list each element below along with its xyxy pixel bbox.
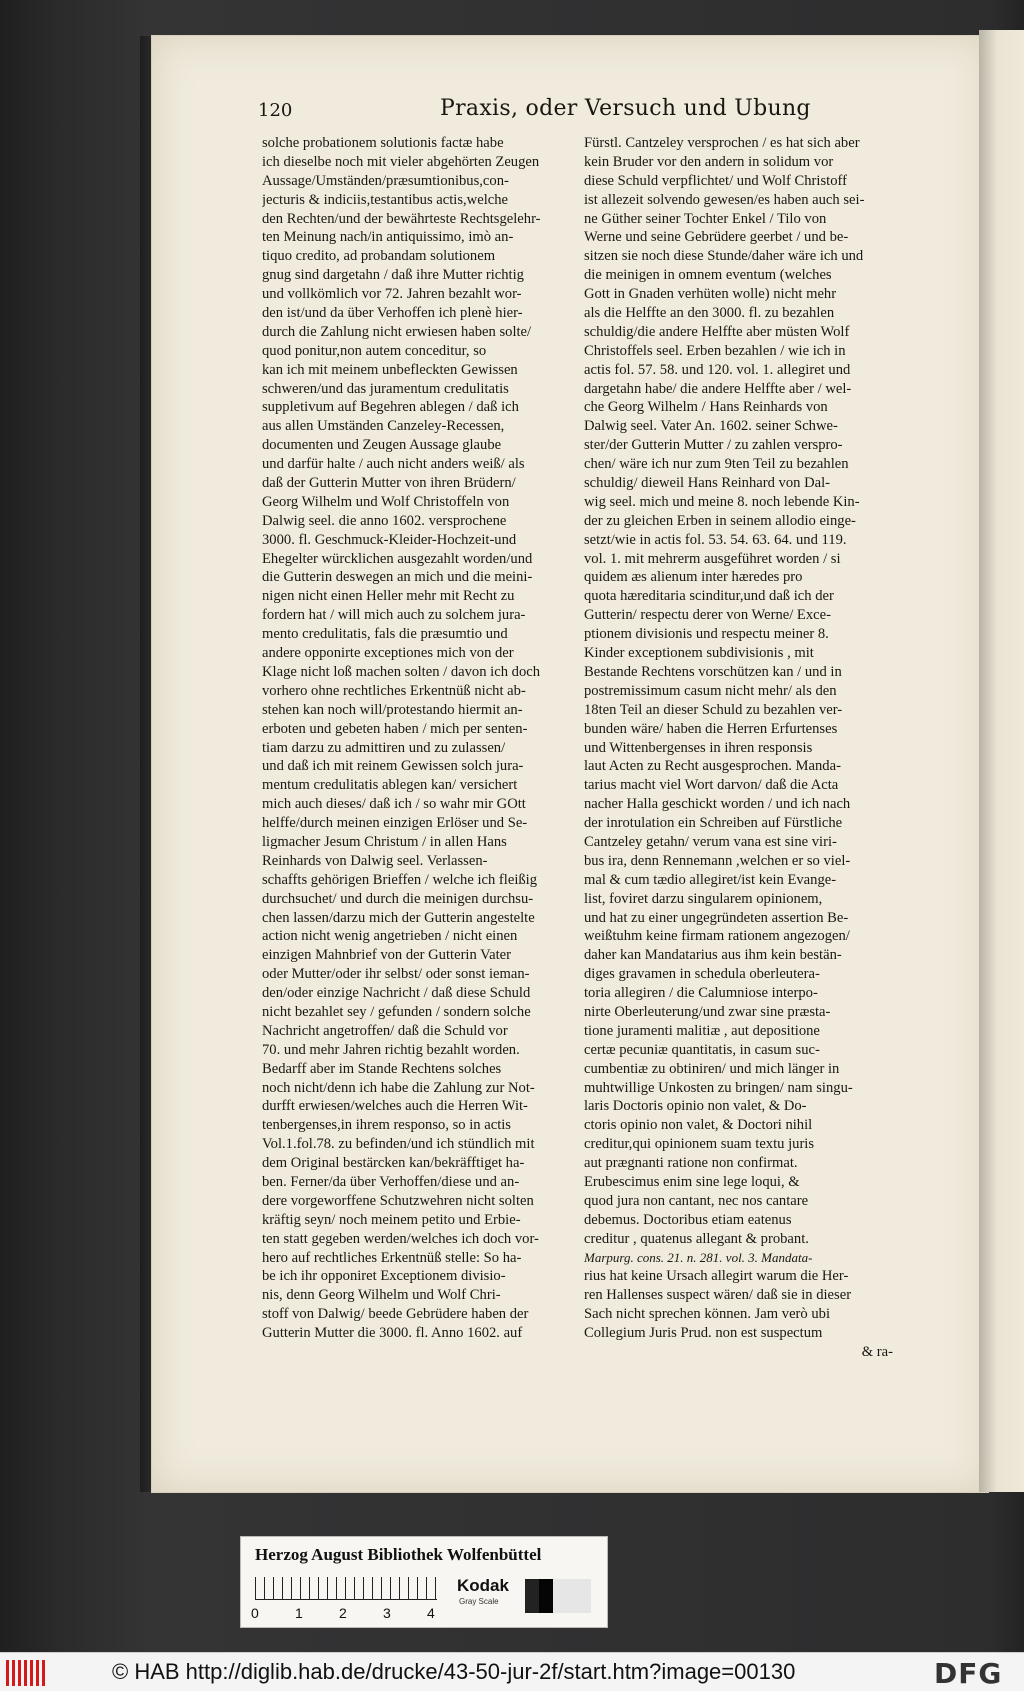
text-line: und Wittenbergenses in ihren responsis xyxy=(584,739,813,756)
text-line: Bedarff aber im Stande Rechtens solches xyxy=(262,1060,502,1077)
text-line: und daß ich mit reinem Gewissen solch jura- xyxy=(262,758,524,775)
text-line: durfft erwiesen/welches auch die Herren Wit- xyxy=(262,1098,528,1115)
text-line: chen lassen/darzu mich der Gutterin angestelte xyxy=(262,909,535,926)
text-line: nicht bezahlet sey / gefunden / sondern solche xyxy=(262,1003,531,1020)
gray-patch xyxy=(525,1579,539,1613)
text-line: stehen kan noch will/protestando hiermit an- xyxy=(262,701,523,718)
text-line: ist allezeit solvendo gewesen/es haben auch sei- xyxy=(584,191,865,208)
text-line: setzt/wie in actis fol. 53. 54. 63. 64. und 119. xyxy=(584,531,847,548)
kodak-brand: Kodak xyxy=(457,1576,509,1595)
text-line: debemus. Doctoribus etiam eatenus xyxy=(584,1211,792,1228)
text-line: und vollkömlich vor 72. Jahren bezahlt wor- xyxy=(262,286,522,303)
text-line: Fürstl. Cantzeley versprochen / es hat sich aber xyxy=(584,135,860,151)
text-line: quidem æs alienum inter hæredes pro xyxy=(584,569,803,586)
text-line: schaffts gehörigen Brieffen / welche ich fleißig xyxy=(262,871,538,888)
text-line: Sach nicht sprechen können. Jam verò ubi xyxy=(584,1306,830,1323)
text-line: suppletivum auf Begehren ablegen / daß ich xyxy=(262,399,519,416)
text-line: tenbergenses,in ihrem responso, so in actis xyxy=(262,1117,511,1134)
text-line: andere opponirte exceptiones mich von der xyxy=(262,645,514,662)
text-line: ptionem divisionis und respectu meiner 8. xyxy=(584,626,829,643)
measurement-ruler xyxy=(255,1577,437,1600)
text-line: 3000. fl. Geschmuck-Kleider-Hochzeit-und xyxy=(262,531,517,548)
hab-logo-icon xyxy=(6,1660,46,1686)
text-line: diese Schuld verpflichtet/ und Wolf Christoff xyxy=(584,172,847,189)
text-line: muhtwillige Unkosten zu bringen/ nam singu- xyxy=(584,1079,853,1096)
text-line: dere vorgeworffene Schutzwehren nicht solten xyxy=(262,1192,534,1209)
text-line: hero auf rechtliches Erkentnüß stelle: So ha- xyxy=(262,1249,522,1266)
ruler-label: 3 xyxy=(383,1605,391,1621)
text-line: toria allegiren / die Calumniose interpo- xyxy=(584,985,818,1002)
text-line: be ich ihr opponiret Exceptionem divisio- xyxy=(262,1268,506,1285)
library-name: Herzog August Bibliothek Wolfenbüttel xyxy=(255,1545,542,1564)
text-line: ten Meinung nach/in antiquissimo, imò an- xyxy=(262,229,514,246)
text-line: dem Original bestärcken kan/bekräfftiget ha- xyxy=(262,1155,525,1172)
text-line: ctoris opinio non valet, & Doctori nihil xyxy=(584,1117,813,1134)
text-line: die meinigen in omnem eventum (welches xyxy=(584,267,832,284)
text-line: und hat zu einer ungegründeten assertion Be- xyxy=(584,909,849,926)
text-line: nis, denn Georg Wilhelm und Wolf Chri- xyxy=(262,1287,501,1304)
text-line: actis fol. 57. 58. und 120. vol. 1. allegiret und xyxy=(584,361,851,378)
text-line: weißtuhm keine firmam rationem angezogen/ xyxy=(584,928,850,945)
text-line: Vol.1.fol.78. zu befinden/und ich stündlich mit xyxy=(262,1136,535,1153)
text-line: dargetahn habe/ die andere Helffte aber / wel- xyxy=(584,380,852,397)
ruler-label: 1 xyxy=(295,1605,303,1621)
text-line: rius hat keine Ursach allegirt warum die Her- xyxy=(584,1268,849,1285)
text-line: Collegium Juris Prud. non est suspectum xyxy=(584,1325,823,1342)
text-line: fordern hat / will mich auch zu solchem jura- xyxy=(262,607,526,624)
text-line: laut Acten zu Recht ausgesprochen. Manda- xyxy=(584,758,841,775)
text-line: Ehegelter würcklichen ausgezahlt worden/und xyxy=(262,550,533,567)
text-line: ligmacher Jesum Christum / in allen Hans xyxy=(262,833,507,850)
text-line: Kinder exceptionem subdivisionis , mit xyxy=(584,645,814,662)
text-line: kräftig seyn/ noch meinem petito und Erbie- xyxy=(262,1211,521,1228)
text-line: als die Helffte an den 3000. fl. zu bezahlen xyxy=(584,305,835,322)
text-line: nacher Halla geschickt worden / und ich nach xyxy=(584,796,851,813)
text-line: tarius macht viel Wort darvon/ daß die Acta xyxy=(584,777,839,794)
ruler-label: 0 xyxy=(251,1605,259,1621)
text-line: den/oder einzige Nachricht / daß diese Schuld xyxy=(262,985,531,1002)
gray-scale-label: Gray Scale xyxy=(459,1597,499,1606)
text-line: Gutterin/ respectu derer von Werne/ Exce- xyxy=(584,607,831,624)
text-line: documenten und Zeugen Aussage glaube xyxy=(262,437,502,454)
text-line: ren Hallenses suspect wären/ daß sie in dieser xyxy=(584,1287,852,1304)
text-line: Georg Wilhelm und Wolf Christoffeln von xyxy=(262,493,510,510)
text-line: einzigen Mahnbrief von der Gutterin Vater xyxy=(262,947,511,964)
text-line: nirte Oberleuterung/und zwar sine præsta- xyxy=(584,1003,831,1020)
text-line: noch nicht/denn ich habe die Zahlung zur Not- xyxy=(262,1079,535,1096)
text-line: die Gutterin deswegen an mich und die meini- xyxy=(262,569,533,586)
text-line: list, foviret darzu singularem opinionem, xyxy=(584,890,823,907)
text-line: mal & cum tædio allegiret/ist kein Evange- xyxy=(584,871,837,888)
text-line: schweren/und das juramentum credulitatis xyxy=(262,380,509,397)
text-line: der zu gleichen Erben in seinem allodio einge- xyxy=(584,512,856,529)
text-line: schuldig/die andere Helffte aber müsten Wolf xyxy=(584,323,850,340)
text-line: Gott in Gnaden verhüten wolle) nicht mehr xyxy=(584,286,837,303)
text-line: kein Bruder vor den andern in solidum vor xyxy=(584,153,834,170)
text-line: Christoffels seel. Erben bezahlen / wie ich in xyxy=(584,342,846,359)
text-line: vorhero ohne rechtliches Erkentnüß nicht ab- xyxy=(262,682,526,699)
dfg-logo: DFG xyxy=(934,1657,1003,1690)
text-line: Nachricht angetroffen/ daß die Schuld vor xyxy=(262,1022,508,1039)
text-line: certæ pecuniæ quantitatis, in casum suc- xyxy=(584,1041,820,1058)
text-line: Bestande Rechtens vorschützen kan / und in xyxy=(584,663,842,680)
text-line: action nicht wenig angetrieben / nicht einen xyxy=(262,928,518,945)
text-line: cumbentiæ zu obtiniren/ und mich länger in xyxy=(584,1060,840,1077)
text-line: quod ponitur,non autem conceditur, so xyxy=(262,342,487,359)
text-line: Klage nicht loß machen solten / davon ich doch xyxy=(262,663,541,680)
text-line: che Georg Wilhelm / Hans Reinhards von xyxy=(584,399,828,416)
text-line: Gutterin Mutter die 3000. fl. Anno 1602. auf xyxy=(262,1325,523,1342)
text-line: nigen nicht einen Heller mehr mit Recht zu xyxy=(262,588,515,605)
text-line: quota hæreditaria scinditur,und daß ich der xyxy=(584,588,834,605)
text-line: helffe/durch meinen einzigen Erlöser und Se- xyxy=(262,815,528,832)
gray-patch xyxy=(553,1579,591,1613)
text-line: erboten und gebeten haben / mich per senten- xyxy=(262,720,528,737)
text-line: Reinhards von Dalwig seel. Verlassen- xyxy=(262,852,488,869)
text-line: den Rechten/und der bewährteste Rechtsgelehr- xyxy=(262,210,541,227)
text-column-left xyxy=(262,134,569,1343)
text-line: bus ira, denn Rennemann ,welchen er so viel- xyxy=(584,852,851,869)
text-line: mentum credulitatis ablegen kan/ versichert xyxy=(262,777,518,794)
text-line: aus allen Umständen Canzeley-Recessen, xyxy=(262,418,505,435)
text-line: den ist/und da über Verhoffen ich plenè hier- xyxy=(262,305,523,322)
text-line: durchsuchet/ und durch die meinigen durchsu- xyxy=(262,890,534,907)
text-line: ich dieselbe noch mit vieler abgehörten Zeugen xyxy=(262,153,540,170)
text-line: 18ten Teil an dieser Schuld zu bezahlen ver- xyxy=(584,701,843,718)
color-calibration-card xyxy=(240,1536,608,1628)
text-line: & ra- xyxy=(861,1344,893,1360)
text-line: oder Mutter/oder ihr selbst/ oder sonst ieman- xyxy=(262,966,530,983)
text-line: ster/der Gutterin Mutter / zu zahlen verspro- xyxy=(584,437,843,454)
text-line: Marpurg. cons. 21. n. 281. vol. 3. Mandata- xyxy=(584,1249,813,1265)
adjacent-page-edge xyxy=(979,30,1024,1492)
kodak-gray-scale xyxy=(445,1573,595,1619)
text-line: schuldig/ dieweil Hans Reinhard von Dal- xyxy=(584,475,831,492)
text-line: Erubescimus enim sine lege loqui, & xyxy=(584,1173,800,1190)
text-line: daher kan Mandatarius aus ihm kein bestän- xyxy=(584,947,842,964)
ruler-label: 2 xyxy=(339,1605,347,1621)
text-line: quod jura non cantant, nec nos cantare xyxy=(584,1192,809,1209)
running-title: Praxis, oder Versuch und Ubung xyxy=(440,96,811,121)
text-line: creditur , quatenus allegant & probant. xyxy=(584,1230,809,1247)
text-line: diges gravamen in schedula oberleutera- xyxy=(584,966,820,983)
text-line: solche probationem solutionis factæ habe xyxy=(262,135,504,151)
footer-bar xyxy=(0,1652,1024,1691)
text-line: vol. 1. mit mehrerm ausgeführet worden / si xyxy=(584,550,841,567)
text-line: und darfür halte / auch nicht anders weiß/ als xyxy=(262,456,525,473)
text-line: laris Doctoris opinio non valet, & Do- xyxy=(584,1098,807,1115)
text-line: daß der Gutterin Mutter von ihren Brüdern/ xyxy=(262,475,516,492)
text-line: Dalwig seel. Vater An. 1602. seiner Schwe- xyxy=(584,418,838,435)
text-line: stoff von Dalwig/ beede Gebrüdere haben der xyxy=(262,1306,529,1323)
text-line: mich auch dieses/ daß ich / so wahr mir GOtt xyxy=(262,796,526,813)
ruler-labels xyxy=(251,1605,441,1621)
text-line: Dalwig seel. die anno 1602. versprochene xyxy=(262,512,507,529)
footer-copyright-link[interactable]: © HAB http://diglib.hab.de/drucke/43-50-jur-2f/start.htm?image=00130 xyxy=(112,1659,796,1684)
text-line: wig seel. mich und meine 8. noch lebende Kin- xyxy=(584,493,860,510)
text-line: postremissimum casum nicht mehr/ als den xyxy=(584,682,837,699)
ruler-label: 4 xyxy=(427,1605,435,1621)
text-line: sitzen sie noch diese Stunde/daher wäre ich und xyxy=(584,248,864,265)
text-line: durch die Zahlung nicht erwiesen haben solte/ xyxy=(262,323,532,340)
text-line: der inrotulation ein Schreiben auf Fürstliche xyxy=(584,815,843,832)
text-line: Aussage/Umständen/præsumtionibus,con- xyxy=(262,172,509,189)
text-line: kan ich mit meinem unbefleckten Gewissen xyxy=(262,361,518,378)
text-line: tione juramenti malitiæ , aut depositione xyxy=(584,1022,820,1039)
text-line: gnug sind dargetahn / daß ihre Mutter richtig xyxy=(262,267,524,284)
text-line: ten statt gegeben werden/welches ich doch vor- xyxy=(262,1230,539,1247)
text-line: chen/ wäre ich nur zum 9ten Teil zu bezahlen xyxy=(584,456,849,473)
text-line: ne Güther seiner Tochter Enkel / Tilo von xyxy=(584,210,827,227)
text-line: ben. Ferner/da über Verhoffen/diese und an- xyxy=(262,1173,520,1190)
text-line: 70. und mehr Jahren richtig bezahlt worden. xyxy=(262,1041,520,1058)
text-line: aut prægnanti ratione non confirmat. xyxy=(584,1155,798,1172)
text-line: creditur,qui opinionem suam textu juris xyxy=(584,1136,815,1153)
gray-patch xyxy=(539,1579,553,1613)
text-line: Werne und seine Gebrüdere geerbet / und be- xyxy=(584,229,849,246)
page-number: 120 xyxy=(258,100,293,121)
text-line: Cantzeley getahn/ verum vana est sine viri- xyxy=(584,833,837,850)
text-line: tiam darzu zu admittiren und zu zulassen/ xyxy=(262,739,506,756)
text-line: tiquo credito, ad probandam solutionem xyxy=(262,248,496,265)
text-line: jecturis & indiciis,testantibus actis,welche xyxy=(262,191,509,208)
text-line: mento credulitatis, fals die præsumtio und xyxy=(262,626,508,643)
text-line: bunden wäre/ haben die Herren Erfurtenses xyxy=(584,720,838,737)
text-column-right xyxy=(584,134,893,1362)
